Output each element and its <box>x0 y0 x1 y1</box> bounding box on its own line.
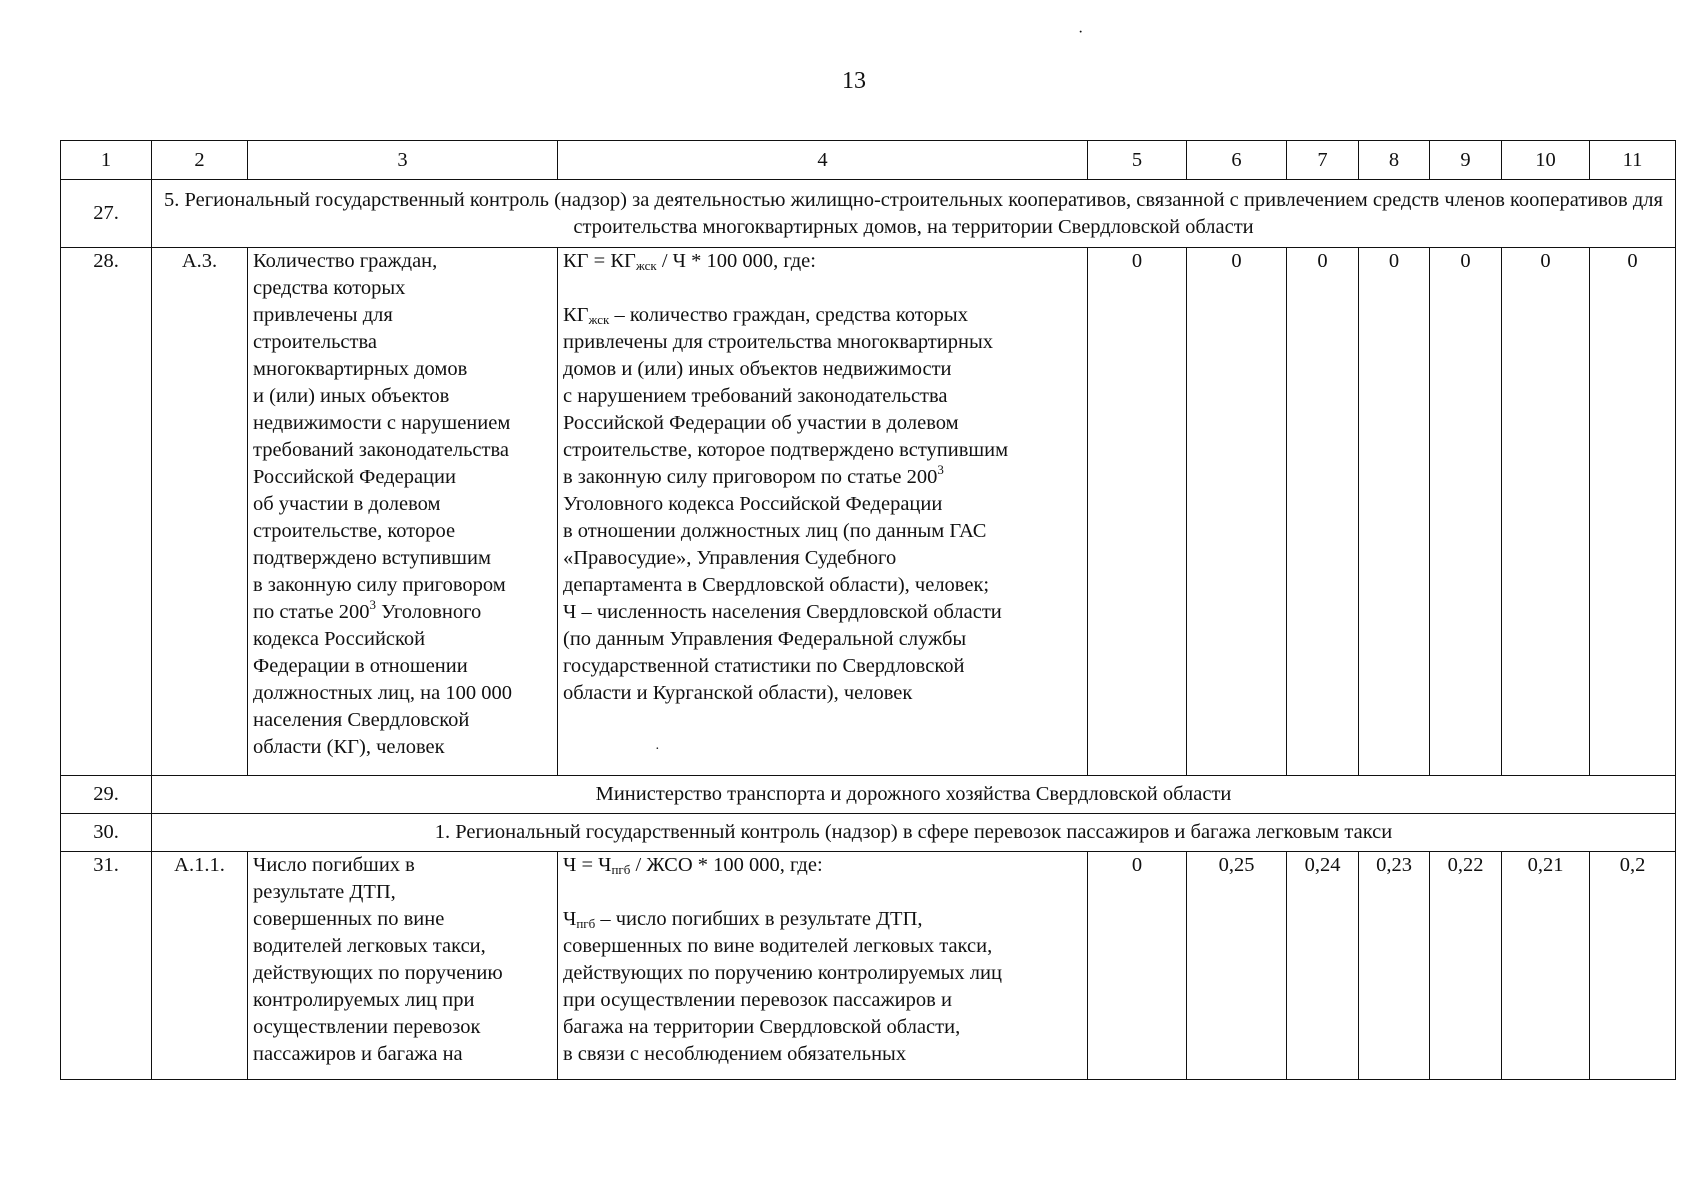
definition-symbol: Ч <box>563 908 577 930</box>
indicator-code: А.1.1. <box>152 852 248 1080</box>
value-cell: 0,25 <box>1187 852 1287 1080</box>
header-cell: 10 <box>1502 141 1590 180</box>
header-cell: 5 <box>1088 141 1187 180</box>
value-cell: 0,24 <box>1287 852 1359 1080</box>
value-cell: 0 <box>1088 248 1187 776</box>
definition-superscript: 3 <box>937 462 944 477</box>
row-number: 30. <box>61 814 152 852</box>
value-cell: 0,22 <box>1430 852 1502 1080</box>
header-cell: 11 <box>1590 141 1676 180</box>
indicator-name-tail: кодекса Российской Федерации в отношении должностных лиц, на 100 000 населения Свердловской области (КГ), человек <box>253 628 512 758</box>
indicator-article: по статье 200 <box>253 601 370 623</box>
table-row-27 <box>61 180 1676 248</box>
indicator-code: А.3. <box>152 248 248 776</box>
value-cell: 0 <box>1187 248 1287 776</box>
value-cell: 0 <box>1287 248 1359 776</box>
definition-symbol: КГ <box>563 304 589 326</box>
value-cell: 0 <box>1502 248 1590 776</box>
header-cell: 6 <box>1187 141 1287 180</box>
page-number: 13 <box>842 68 866 94</box>
row-number: 27. <box>61 180 152 248</box>
indicator-name-text: Число погибших в результате ДТП, совершенных по вине водителей легковых такси, действующих по поручению контролируемых лиц при осуществлении перевозок пассажиров и багажа на <box>253 854 503 1065</box>
section-title: Министерство транспорта и дорожного хозяйства Свердловской области <box>152 776 1676 814</box>
section-title: 5. Региональный государственный контроль (надзор) за деятельностью жилищно-строительных кооперативов, связанной с привлечением средств членов кооперативов для строительства многоквартирных домов, на территории Свердловской области <box>152 180 1676 248</box>
header-row <box>61 141 1676 180</box>
header-cell: 2 <box>152 141 248 180</box>
indicators-table <box>60 140 1676 1080</box>
value-cell: 0 <box>1430 248 1502 776</box>
header-cell: 1 <box>61 141 152 180</box>
definition-tail: Уголовного кодекса Российской Федерации в отношении должностных лиц (по данным ГАС «Правосудие», Управления Судебного департамента в Свердловской области), человек; Ч – численность населения Свердловской области (по данным Управления Федеральной службы государственной статистики по Свердловской области и Курганской области), человек <box>563 493 1002 704</box>
value-cell: 0,21 <box>1502 852 1590 1080</box>
header-cell: 8 <box>1359 141 1430 180</box>
indicator-name-text: Количество граждан, средства которых привлечены для строительства многоквартирных домов и (или) иных объектов недвижимости с нарушением требований законодательства Российской Федерации об участии в долевом строительстве, которое подтверждено вступившим в законную силу приговором <box>253 250 511 596</box>
row-number: 31. <box>61 852 152 1080</box>
value-cell: 0 <box>1590 248 1676 776</box>
formula-lhs: Ч = Ч <box>563 854 612 876</box>
formula-subscript: пгб <box>611 862 631 877</box>
value-cell: 0 <box>1359 248 1430 776</box>
formula-subscript: жск <box>635 258 657 273</box>
header-cell: 9 <box>1430 141 1502 180</box>
indicator-article-suffix: Уголовного <box>376 601 482 623</box>
definition-subscript: пгб <box>576 916 596 931</box>
value-cell: 0,2 <box>1590 852 1676 1080</box>
indicator-name <box>248 248 558 776</box>
table-row-31 <box>61 852 1676 1080</box>
formula-rhs: / ЖСО * 100 000, где: <box>630 854 823 876</box>
indicator-name <box>248 852 558 1080</box>
formula-lhs: КГ = КГ <box>563 250 636 272</box>
article-superscript: 3 <box>369 597 377 612</box>
definition-text: – количество граждан, средства которых привлечены для строительства многоквартирных домов и (или) иных объектов недвижимости с нарушением требований законодательства Российской Федерации об участии в долевом строительстве, которое подтверждено вступившим в законную силу приговором по статье 200 <box>563 304 1009 488</box>
header-cell: 3 <box>248 141 558 180</box>
table-row-29 <box>61 776 1676 814</box>
stray-dot: · <box>1078 24 1084 41</box>
formula-rhs: / Ч * 100 000, где: <box>656 250 816 272</box>
row-number: 28. <box>61 248 152 776</box>
header-cell: 7 <box>1287 141 1359 180</box>
value-cell: 0 <box>1088 852 1187 1080</box>
table-row-30 <box>61 814 1676 852</box>
section-title: 1. Региональный государственный контроль (надзор) в сфере перевозок пассажиров и багажа легковым такси <box>152 814 1676 852</box>
indicator-formula <box>558 852 1088 1080</box>
definition-subscript: жск <box>588 312 610 327</box>
row-number: 29. <box>61 776 152 814</box>
value-cell: 0,23 <box>1359 852 1430 1080</box>
indicator-formula <box>558 248 1088 776</box>
header-cell: 4 <box>558 141 1088 180</box>
stray-dot-2: · <box>655 742 660 757</box>
definition-text: – число погибших в результате ДТП, совершенных по вине водителей легковых такси, действующих по поручению контролируемых лиц при осуществлении перевозок пассажиров и багажа на территории Свердловской области, в связи с несоблюдением обязательных <box>563 908 1002 1065</box>
table-row-28 <box>61 248 1676 776</box>
